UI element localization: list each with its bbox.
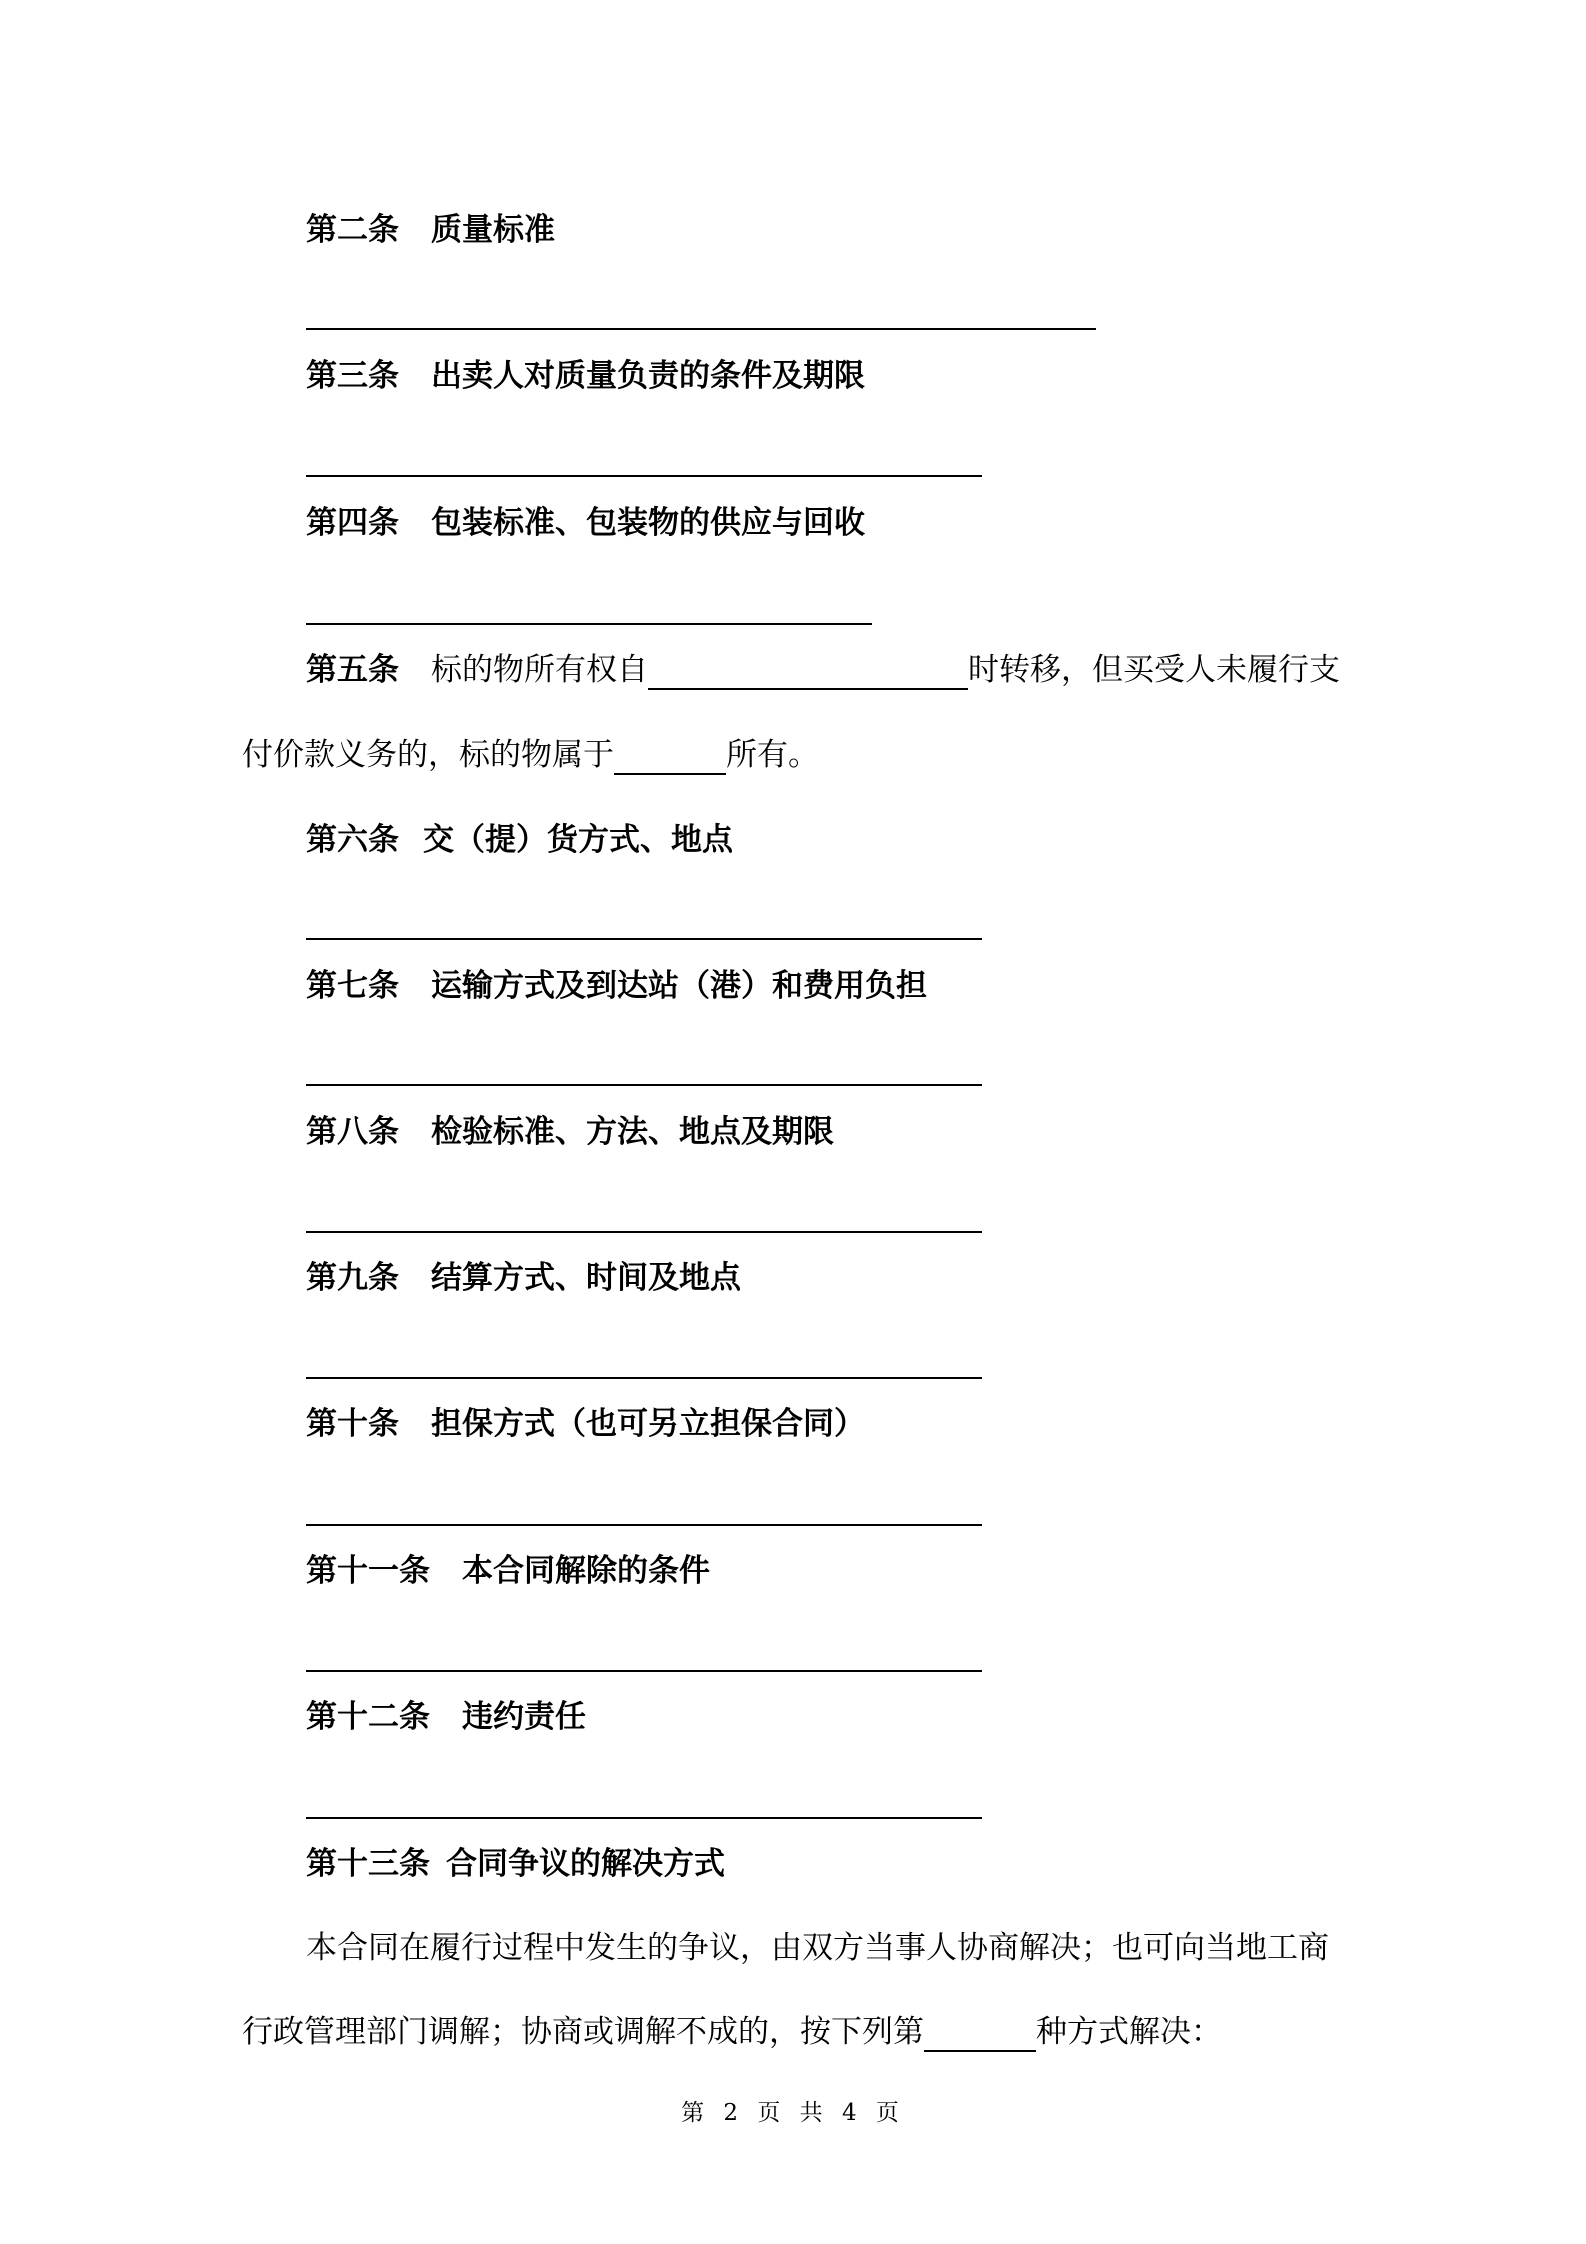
article-number: 第五条: [306, 652, 399, 688]
article-number: 第十二条: [306, 1699, 430, 1735]
article-heading: [306, 1258, 741, 1298]
article-heading: [306, 210, 555, 250]
fill-in-blank-line[interactable]: [306, 1817, 982, 1819]
fill-in-blank-line[interactable]: [306, 328, 1096, 330]
fill-in-blank-line[interactable]: [306, 1084, 982, 1086]
owner-blank[interactable]: [614, 739, 726, 775]
article-number: 第九条: [306, 1260, 399, 1296]
article-number: 第十三条: [306, 1846, 430, 1882]
fill-in-blank-line[interactable]: [306, 938, 982, 940]
article-heading: [306, 820, 733, 860]
article-text: 行政管理部门调解；协商或调解不成的，按下列第: [242, 2014, 924, 2050]
article-title: 运输方式及到达站（港）和费用负担: [431, 968, 927, 1004]
article-heading: [306, 356, 865, 396]
article-number: 第十条: [306, 1406, 399, 1442]
article-title: 质量标准: [431, 212, 555, 248]
article-number: 第七条: [306, 968, 399, 1004]
article-text: 付价款义务的，标的物属于: [242, 737, 614, 773]
article-title: 本合同解除的条件: [462, 1553, 710, 1589]
article-heading: [306, 966, 927, 1006]
article-title: 担保方式（也可另立担保合同）: [431, 1406, 865, 1442]
article-title: 交（提）货方式、地点: [423, 822, 733, 858]
article-number: 第三条: [306, 358, 399, 394]
article-text-continued: 时转移，但买受人未履行支: [968, 652, 1340, 688]
article-text-end: 种方式解决：: [1036, 2014, 1222, 2050]
article-title: 包装标准、包装物的供应与回收: [431, 505, 865, 541]
article-heading: [306, 1112, 834, 1152]
fill-in-blank-line[interactable]: [306, 1231, 982, 1233]
article-text: 标的物所有权自: [431, 652, 648, 688]
article-heading: [306, 1551, 710, 1591]
article-heading: [306, 503, 865, 543]
article-title: 违约责任: [462, 1699, 586, 1735]
article-13-paragraph-line-1: 本合同在履行过程中发生的争议，由双方当事人协商解决；也可向当地工商: [306, 1930, 1329, 1966]
article-heading: [306, 1404, 865, 1444]
article-text-end: 所有。: [726, 737, 819, 773]
article-title: 结算方式、时间及地点: [431, 1260, 741, 1296]
article-13-paragraph-line-2: [242, 2012, 1222, 2052]
article-number: 第八条: [306, 1114, 399, 1150]
page-number-footer: 第 2 页 共 4 页: [681, 2100, 905, 2126]
resolution-method-blank[interactable]: [924, 2016, 1036, 2052]
article-title: 出卖人对质量负责的条件及期限: [431, 358, 865, 394]
article-number: 第十一条: [306, 1553, 430, 1589]
fill-in-blank-line[interactable]: [306, 1670, 982, 1672]
fill-in-blank-line[interactable]: [306, 1377, 982, 1379]
fill-in-blank-line[interactable]: [306, 1524, 982, 1526]
fill-in-blank-line[interactable]: [306, 475, 982, 477]
ownership-transfer-blank[interactable]: [648, 654, 968, 690]
article-number: 第六条: [306, 822, 399, 858]
article-heading: [306, 1697, 586, 1737]
article-title: 检验标准、方法、地点及期限: [431, 1114, 834, 1150]
article-heading: [306, 1844, 725, 1884]
article-number: 第四条: [306, 505, 399, 541]
article-number: 第二条: [306, 212, 399, 248]
article-title: 合同争议的解决方式: [446, 1846, 725, 1882]
article-5-line-2: [242, 735, 819, 775]
article-5-line-1: [306, 650, 1340, 690]
fill-in-blank-line[interactable]: [306, 623, 872, 625]
